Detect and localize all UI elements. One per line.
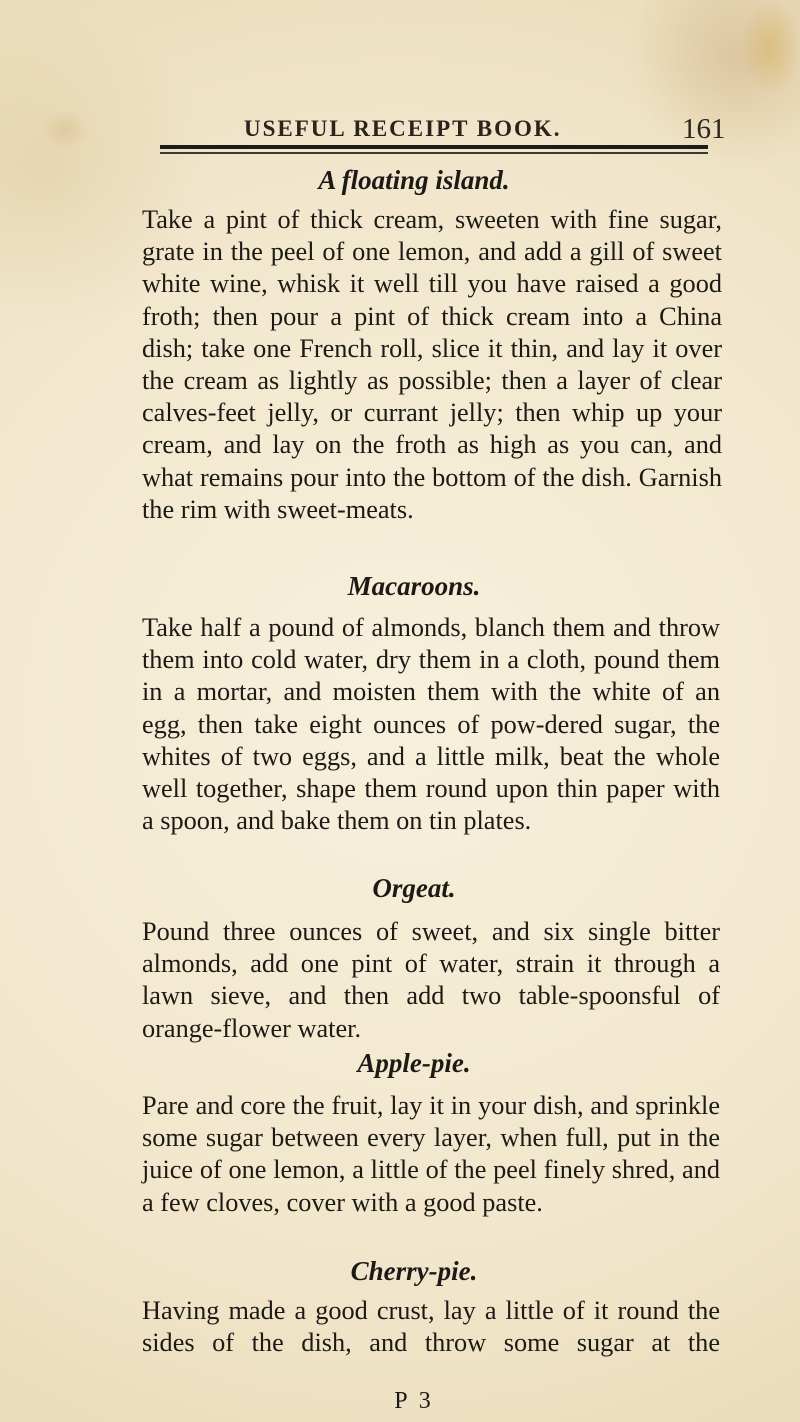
recipe-text: Take a pint of thick cream, sweeten with fine sugar, grate in the peel of one lemon, and add a gill of sweet white wine, whisk it well till you have raised a good froth; then pour a pint of thick cream into a China dish; take one French roll, slice it thin, and lay it over the cream as lightly as possible; then a layer of clear calves-feet jelly, or currant jelly; then whip up your cream, and lay on the froth as high as you can, and what remains pour into the bottom of the dish. Garnish the rim with sweet-meats.	[142, 205, 722, 524]
header-rule	[160, 145, 708, 149]
recipe-text: Take half a pound of almonds, blanch them and throw them into cold water, dry them in a cloth, pound them in a mortar, and moisten them with the white of an egg, then take eight ounces of pow-dered sugar, the whites of two eggs, and a little milk, beat the whole well together, shape them round upon thin paper with a spoon, and bake them on tin plates.	[142, 613, 720, 836]
recipe-title: Apple-pie.	[357, 1048, 471, 1078]
recipe-title: A floating island.	[318, 165, 510, 195]
recipe-title: Macaroons.	[347, 571, 481, 601]
header-rule	[160, 152, 708, 154]
page-number: 161	[682, 113, 726, 145]
running-title: USEFUL RECEIPT BOOK.	[244, 116, 562, 141]
recipe-text: Having made a good crust, lay a little of it round the sides of the dish, and throw some sugar at the	[142, 1296, 720, 1358]
recipe-text: Pound three ounces of sweet, and six single bitter almonds, add one pint of water, strain it through a lawn sieve, and then add two table-spoonsful of orange-flower water.	[142, 917, 720, 1043]
running-head	[0, 113, 800, 156]
recipe-text: Pare and core the fruit, lay it in your dish, and sprinkle some sugar between every layer, when full, put in the juice of one lemon, a little of the peel finely shred, and a few cloves, cover with a good paste.	[142, 1091, 720, 1217]
recipe-title: Cherry-pie.	[350, 1256, 478, 1286]
signature-mark: P 3	[394, 1388, 434, 1414]
recipe-title: Orgeat.	[372, 873, 456, 903]
paper-stain	[740, 0, 800, 95]
